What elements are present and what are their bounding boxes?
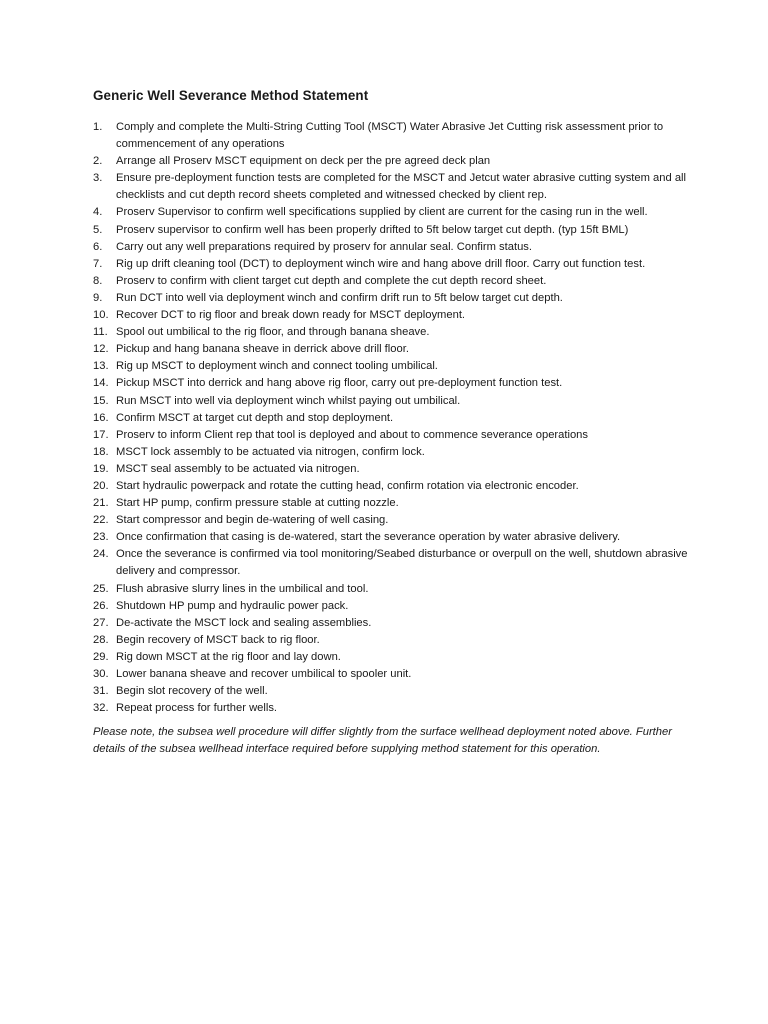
- step-text: Pickup MSCT into derrick and hang above rig floor, carry out pre-deployment function test.: [116, 377, 563, 390]
- step-number: 30.: [93, 668, 109, 680]
- step-number: 5.: [93, 223, 103, 236]
- step-number: 13.: [93, 360, 109, 373]
- step-item: [93, 683, 688, 700]
- step-item: [93, 256, 688, 273]
- step-item: [93, 358, 688, 375]
- step-item: [93, 444, 688, 461]
- step-item: [93, 324, 688, 341]
- step-text: Confirm MSCT at target cut depth and stop deployment.: [116, 411, 394, 424]
- step-item: [93, 410, 688, 427]
- step-text: Proserv to inform Client rep that tool is deployed and about to commence severance operations: [116, 428, 588, 441]
- step-item: [93, 461, 688, 478]
- step-item: [93, 375, 688, 392]
- step-item: [93, 341, 688, 358]
- step-number: 7.: [93, 257, 103, 270]
- step-item: [93, 529, 688, 546]
- step-item: [93, 153, 688, 170]
- step-item: [93, 700, 688, 717]
- step-text: Run DCT into well via deployment winch and confirm drift run to 5ft below target cut depth.: [116, 291, 563, 304]
- step-item: [93, 512, 688, 529]
- step-number: 22.: [93, 514, 109, 527]
- step-item: [93, 666, 688, 683]
- step-item: [93, 170, 688, 204]
- step-item: [93, 222, 688, 239]
- step-text: Flush abrasive slurry lines in the umbilical and tool.: [116, 582, 369, 595]
- step-number: 15.: [93, 394, 109, 407]
- step-text: Start compressor and begin de-watering of well casing.: [116, 514, 389, 527]
- step-number: 21.: [93, 497, 109, 510]
- step-item: [93, 204, 688, 221]
- step-number: 26.: [93, 599, 109, 612]
- step-number: 11.: [93, 326, 108, 339]
- step-text: Proserv to confirm with client target cut depth and complete the cut depth record sheet.: [116, 274, 547, 287]
- step-text: Rig up MSCT to deployment winch and connect tooling umbilical.: [116, 360, 438, 373]
- step-number: 16.: [93, 411, 109, 424]
- step-number: 1.: [93, 121, 103, 133]
- step-number: 6.: [93, 240, 103, 253]
- step-item: [93, 615, 688, 632]
- step-text: Proserv supervisor to confirm well has been properly drifted to 5ft below target cut depth. (typ 15ft BML): [116, 223, 629, 236]
- step-number: 14.: [93, 377, 109, 390]
- step-number: 12.: [93, 343, 109, 356]
- step-number: 25.: [93, 582, 109, 595]
- step-number: 8.: [93, 274, 103, 287]
- step-text: Comply and complete the Multi-String Cutting Tool (MSCT) Water Abrasive Jet Cutting risk assessment prior to commencement of any operations: [116, 121, 664, 151]
- step-item: [93, 546, 688, 580]
- step-number: 28.: [93, 633, 109, 646]
- step-text: MSCT lock assembly to be actuated via nitrogen, confirm lock.: [116, 445, 425, 458]
- step-text: Recover DCT to rig floor and break down ready for MSCT deployment.: [116, 309, 466, 322]
- step-text: Once the severance is confirmed via tool monitoring/Seabed disturbance or overpull on the well, shutdown abrasive delivery and compressor.: [116, 548, 688, 578]
- step-item: [93, 478, 688, 495]
- step-number: 20.: [93, 479, 109, 492]
- step-text: Rig down MSCT at the rig floor and lay down.: [116, 650, 341, 663]
- step-text: MSCT seal assembly to be actuated via nitrogen.: [116, 462, 360, 475]
- step-number: 18.: [93, 445, 109, 458]
- step-item: [93, 427, 688, 444]
- step-text: Ensure pre-deployment function tests are completed for the MSCT and Jetcut water abrasive cutting system and all checklists and cut depth record sheets completed and witnessed checked by client rep.: [116, 172, 687, 202]
- step-number: 32.: [93, 702, 109, 715]
- step-number: 2.: [93, 155, 103, 168]
- step-text: Once confirmation that casing is de-watered, start the severance operation by water abrasive delivery.: [116, 531, 621, 544]
- step-text: Pickup and hang banana sheave in derrick above drill floor.: [116, 343, 409, 356]
- step-number: 23.: [93, 531, 109, 544]
- step-text: Start hydraulic powerpack and rotate the cutting head, confirm rotation via electronic encoder.: [116, 479, 579, 492]
- step-number: 27.: [93, 616, 109, 629]
- step-item: [93, 273, 688, 290]
- step-item: [93, 290, 688, 307]
- step-number: 17.: [93, 428, 109, 441]
- step-text: Begin slot recovery of the well.: [116, 685, 268, 698]
- step-text: De-activate the MSCT lock and sealing assemblies.: [116, 616, 372, 629]
- step-number: 19.: [93, 462, 109, 475]
- step-text: Rig up drift cleaning tool (DCT) to deployment winch wire and hang above drill floor. Carry out function test.: [116, 257, 646, 270]
- steps-list: [93, 119, 688, 717]
- step-text: Repeat process for further wells.: [116, 702, 278, 715]
- step-text: Spool out umbilical to the rig floor, and through banana sheave.: [116, 326, 430, 339]
- step-number: 9.: [93, 291, 103, 304]
- closing-note: Please note, the subsea well procedure will differ slightly from the surface wellhead deployment noted above. Further details of the subsea wellhead interface required before supplying method statement for this operation.: [93, 726, 672, 756]
- step-text: Arrange all Proserv MSCT equipment on deck per the pre agreed deck plan: [116, 155, 491, 168]
- step-number: 10.: [93, 309, 109, 322]
- step-item: [93, 581, 688, 598]
- step-item: [93, 495, 688, 512]
- step-item: [93, 632, 688, 649]
- step-text: Carry out any well preparations required by proserv for annular seal. Confirm status.: [116, 240, 532, 253]
- step-text: Proserv Supervisor to confirm well specifications supplied by client are current for the casing run in the well.: [116, 206, 648, 219]
- step-number: 31.: [93, 685, 109, 698]
- step-item: [93, 239, 688, 256]
- step-item: [93, 598, 688, 615]
- step-number: 4.: [93, 206, 103, 219]
- step-number: 24.: [93, 548, 109, 561]
- step-item: [93, 393, 688, 410]
- step-item: [93, 119, 688, 153]
- step-item: [93, 649, 688, 666]
- step-text: Lower banana sheave and recover umbilical to spooler unit.: [116, 668, 412, 680]
- step-text: Run MSCT into well via deployment winch whilst paying out umbilical.: [116, 394, 461, 407]
- step-number: 3.: [93, 172, 103, 185]
- step-text: Begin recovery of MSCT back to rig floor.: [116, 633, 320, 646]
- step-number: 29.: [93, 650, 109, 663]
- step-item: [93, 307, 688, 324]
- document-title: Generic Well Severance Method Statement: [93, 88, 369, 103]
- step-text: Start HP pump, confirm pressure stable at cutting nozzle.: [116, 497, 399, 510]
- step-text: Shutdown HP pump and hydraulic power pack.: [116, 599, 349, 612]
